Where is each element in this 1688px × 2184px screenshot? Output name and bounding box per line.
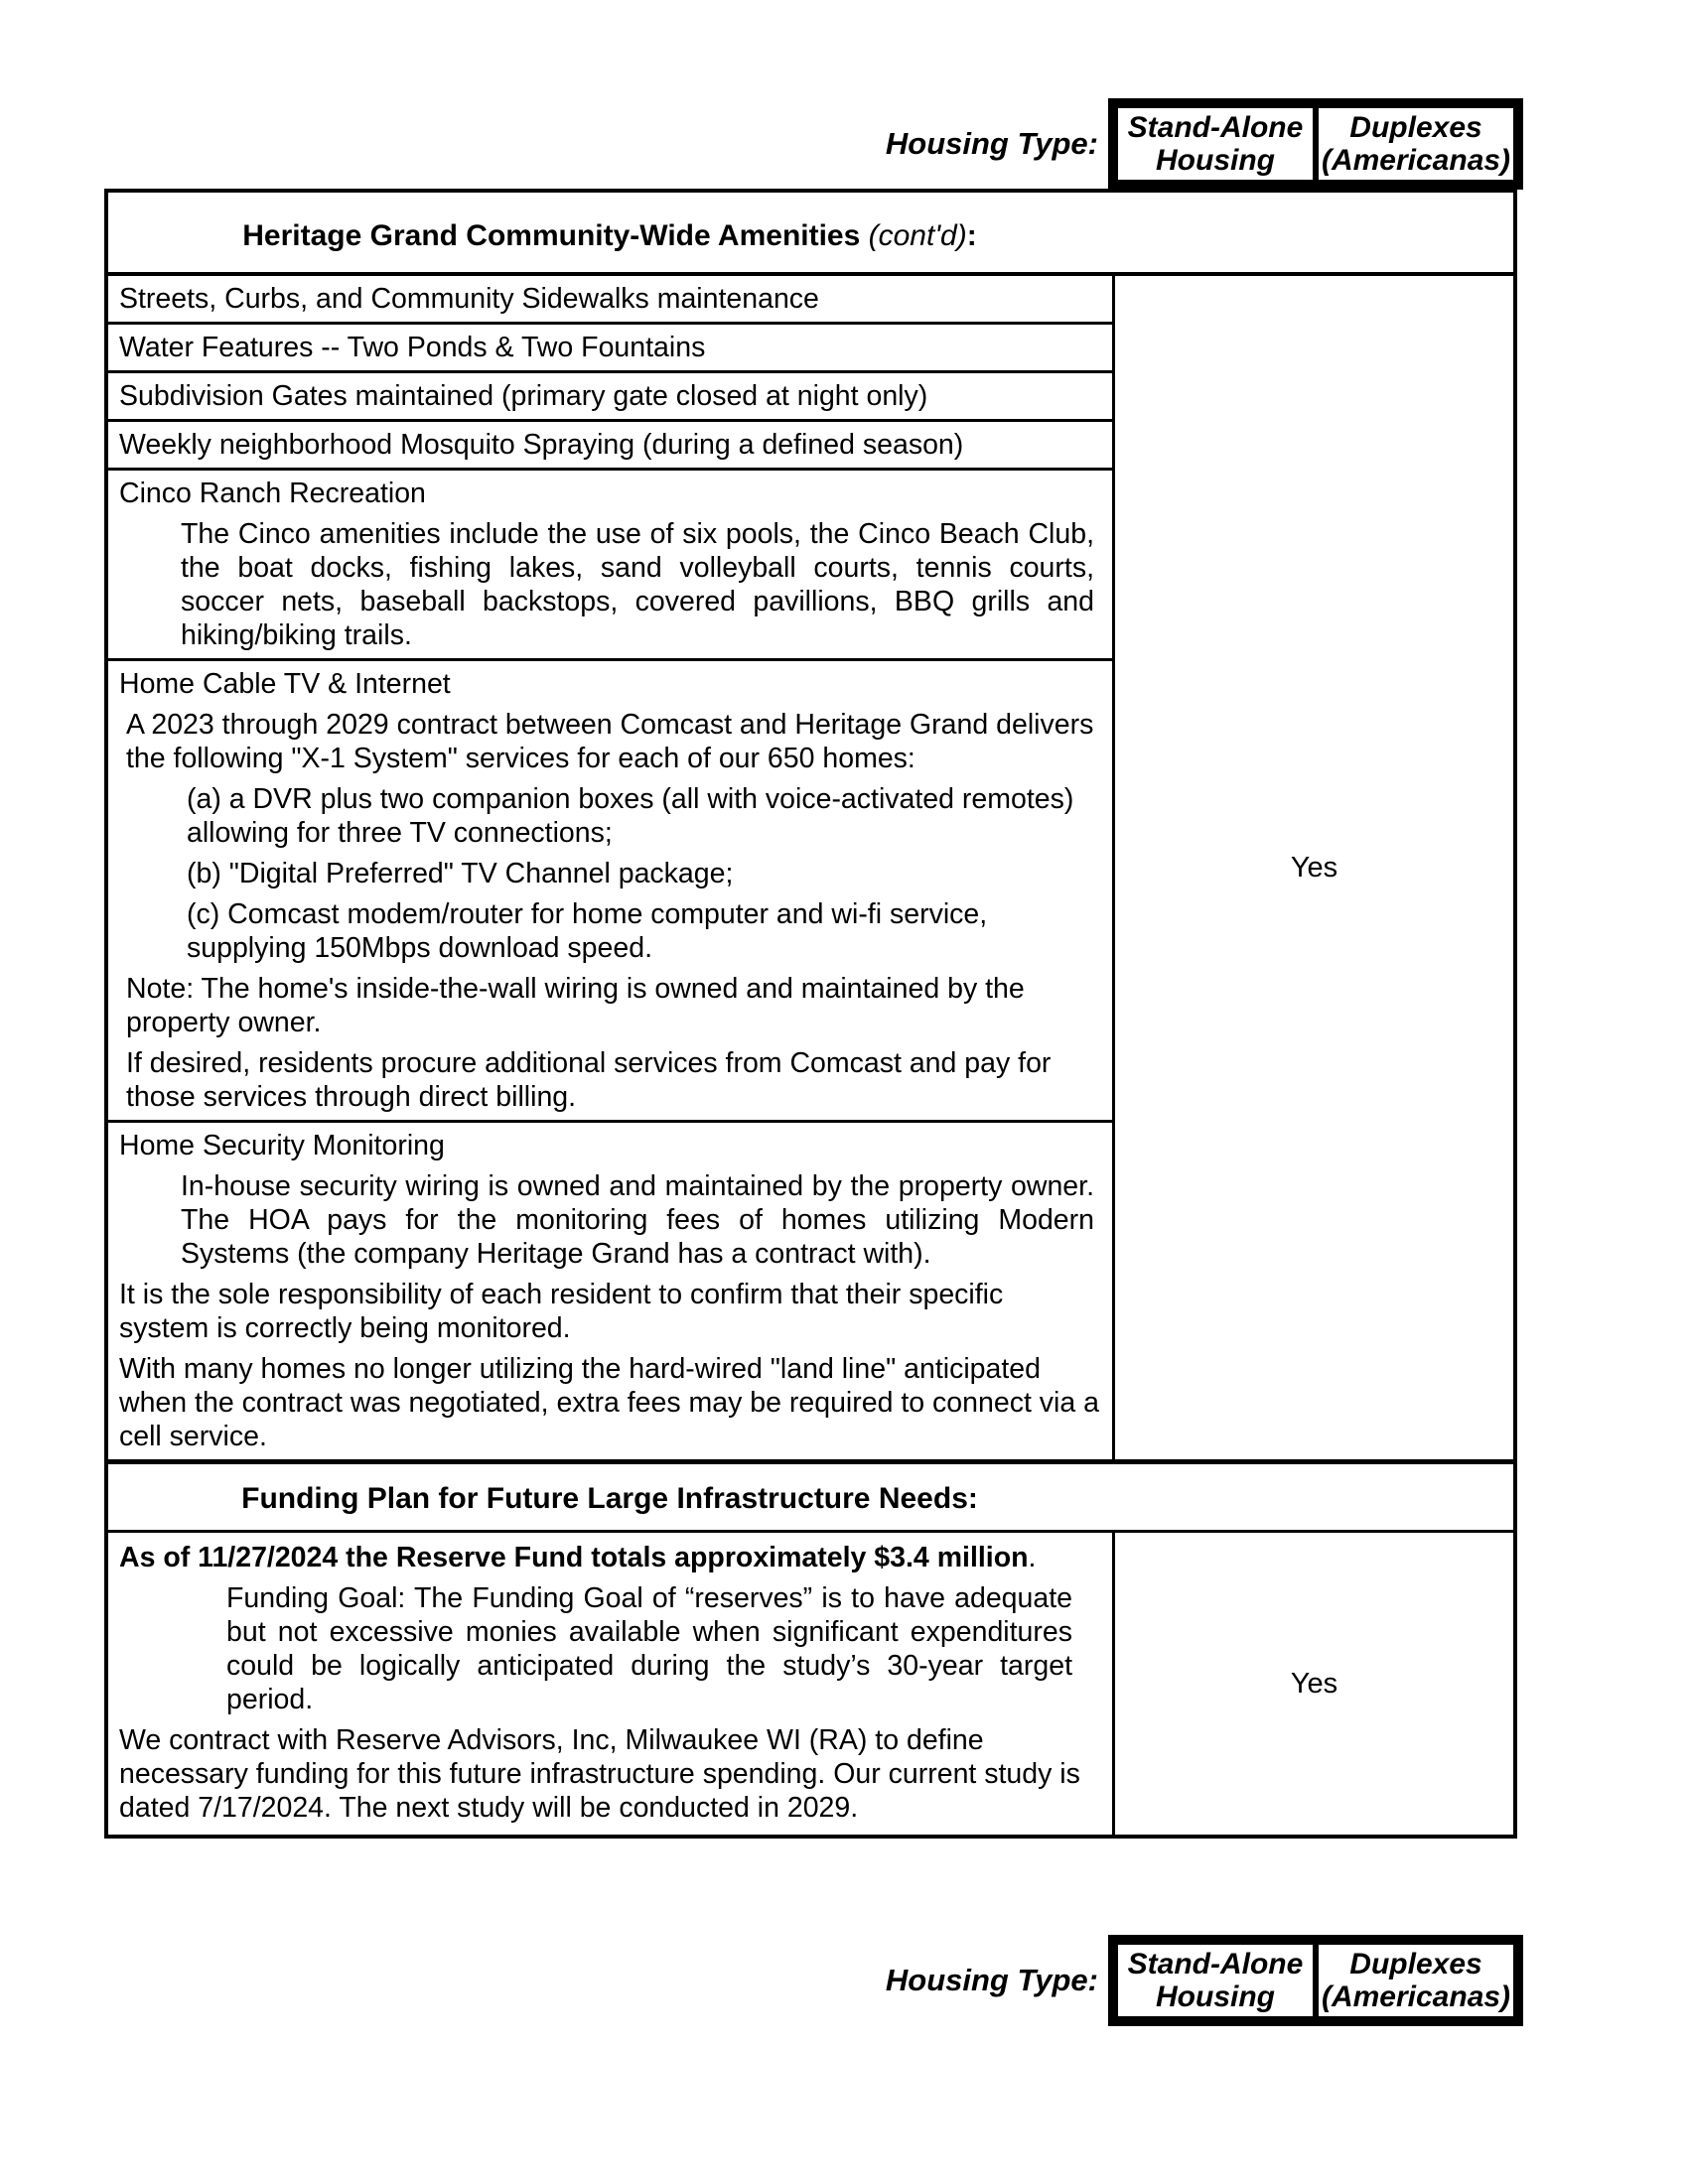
cable-item-a: (a) a DVR plus two companion boxes (all with voice-activated remotes) allowing for three TV connections; (187, 783, 1074, 849)
amenities-title-colon: : (966, 219, 977, 252)
housing-type-footer-columns (1108, 1935, 1523, 2026)
cable-item-b: (b) "Digital Preferred" TV Channel package; (187, 858, 734, 889)
cable-title: Home Cable TV & Internet (119, 668, 451, 700)
housing-type-footer (0, 1935, 1523, 2026)
security-para3: With many homes no longer utilizing the hard-wired "land line" anticipated when the contract was negotiated, extra fees may be required to connect via a cell service. (119, 1353, 1099, 1452)
amenities-answer-cell: Yes (1290, 852, 1338, 884)
cable-item-c: (c) Comcast modem/router for home computer and wi-fi service, supplying 150Mbps download speed. (187, 898, 988, 964)
housing-col-duplexes-line1: Duplexes (1349, 111, 1482, 144)
amenities-rows (108, 276, 1513, 1459)
funding-headline: As of 11/27/2024 the Reserve Fund totals approximately $3.4 million (119, 1542, 1029, 1573)
housing-col-standalone (1118, 108, 1313, 180)
footer-housing-col-duplexes-line2: (Americanas) (1321, 1980, 1511, 2013)
funding-title: Funding Plan for Future Large Infrastructure Needs: (241, 1482, 978, 1515)
security-title: Home Security Monitoring (119, 1130, 445, 1161)
row-streets-curbs: Streets, Curbs, and Community Sidewalks maintenance (108, 276, 1115, 325)
cable-note: Note: The home's inside-the-wall wiring is owned and maintained by the property owner. (126, 973, 1025, 1038)
housing-col-standalone-line2: Housing (1156, 144, 1275, 177)
row-subdivision-gates: Subdivision Gates maintained (primary gate closed at night only) (108, 373, 1115, 422)
cable-closing: If desired, residents procure additional services from Comcast and pay for those services through direct billing. (126, 1047, 1052, 1113)
housing-type-label: Housing Type: (885, 126, 1098, 161)
footer-housing-col-standalone-line2: Housing (1156, 1980, 1275, 2013)
cable-intro: A 2023 through 2029 contract between Comcast and Heritage Grand delivers the following "X-1 System" services for each of our 650 homes: (126, 709, 1094, 774)
amenities-title-contd: (cont'd) (860, 219, 967, 252)
row-cinco-recreation (108, 471, 1115, 661)
security-indented: In-house security wiring is owned and maintained by the property owner. The HOA pays for the monitoring fees of homes utilizing Modern Systems (the company Heritage Grand has a contract with). (181, 1170, 1094, 1270)
funding-answer-cell: Yes (1290, 1668, 1338, 1700)
funding-section-header (108, 1459, 1513, 1533)
funding-headline-period: . (1028, 1542, 1037, 1573)
footer-housing-col-standalone (1118, 1945, 1313, 2016)
cinco-title: Cinco Ranch Recreation (119, 478, 426, 509)
cinco-paragraph: The Cinco amenities include the use of six pools, the Cinco Beach Club, the boat docks, fishing lakes, sand volleyball courts, tennis courts, soccer nets, baseball backstops, covered pavillions, BBQ grills and hiking/biking trails. (181, 518, 1094, 651)
housing-type-header (0, 98, 1523, 190)
security-para2: It is the sole responsibility of each resident to confirm that their specific system is correctly being monitored. (119, 1279, 1004, 1344)
amenities-title: Heritage Grand Community-Wide Amenities (242, 219, 861, 252)
footer-housing-col-standalone-line1: Stand-Alone (1127, 1948, 1304, 1980)
amenities-section-header (108, 193, 1513, 276)
housing-type-columns (1108, 98, 1523, 190)
housing-col-duplexes-line2: (Americanas) (1321, 144, 1511, 177)
row-water-features: Water Features -- Two Ponds & Two Fountains (108, 325, 1115, 373)
housing-col-duplexes (1319, 108, 1513, 180)
row-mosquito-spraying: Weekly neighborhood Mosquito Spraying (during a defined season) (108, 422, 1115, 471)
footer-housing-col-duplexes (1319, 1945, 1513, 2016)
funding-rows (108, 1533, 1513, 1835)
row-cable-internet (108, 661, 1115, 1123)
row-funding-plan (108, 1533, 1115, 1835)
funding-paragraph: We contract with Reserve Advisors, Inc, Milwaukee WI (RA) to define necessary funding for this future infrastructure spending. Our current study is dated 7/17/2024. The next study will be conducted in 2029. (119, 1724, 1080, 1824)
housing-col-standalone-line1: Stand-Alone (1127, 111, 1304, 144)
footer-housing-col-duplexes-line1: Duplexes (1349, 1948, 1482, 1980)
housing-type-footer-label: Housing Type: (885, 1963, 1098, 1997)
amenities-table (104, 189, 1517, 1839)
funding-goal: Funding Goal: The Funding Goal of “reserves” is to have adequate but not excessive monies available when significant expenditures could be logically anticipated during the study’s 30-year target period. (226, 1582, 1072, 1715)
row-security-monitoring (108, 1123, 1115, 1459)
